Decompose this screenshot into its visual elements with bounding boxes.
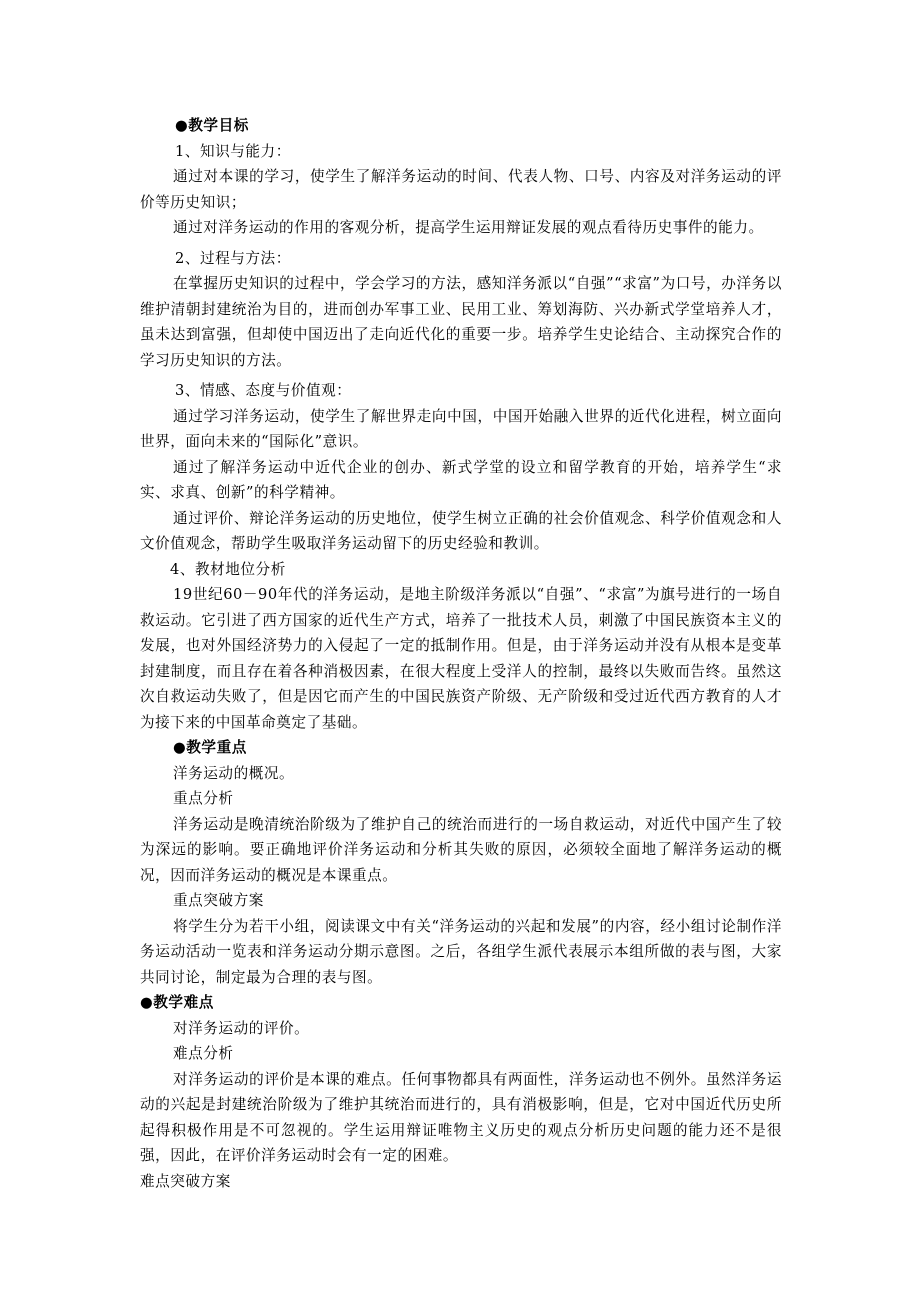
section-title-textbook-position: 4、教材地位分析 [170, 560, 286, 578]
paragraph: 通过评价、辩论洋务运动的历史地位，使学生树立正确的社会价值观念、科学价值观念和人文价值观念，帮助学生吸取洋务运动留下的历史经验和教训。 [140, 509, 782, 552]
section-title-process-method: 2、过程与方法： [175, 249, 291, 267]
paragraph: 通过对本课的学习，使学生了解洋务运动的时间、代表人物、口号、内容及对洋务运动的评价等历史知识； [140, 168, 782, 211]
paragraph: 在掌握历史知识的过程中，学会学习的方法，感知洋务派以“自强”“求富”为口号，办洋务以维护清朝封建统治为目的，进而创办军事工业、民用工业、筹划海防、兴办新式学堂培养人才，虽未达到富强，但却使中国迈出了走向近代化的重要一步。培养学生史论结合、主动探究合作的学习历史知识的方法。 [140, 275, 782, 369]
paragraph: 通过学习洋务运动，使学生了解世界走向中国，中国开始融入世界的近代化进程，树立面向世界，面向未来的“国际化”意识。 [140, 407, 782, 450]
subheading-difficult-plan: 难点突破方案 [140, 1172, 231, 1190]
paragraph: 通过了解洋务运动中近代企业的创办、新式学堂的设立和留学教育的开始，培养学生“求实、求真、创新”的科学精神。 [140, 458, 782, 501]
paragraph: 19世纪60－90年代的洋务运动，是地主阶级洋务派以“自强”、“求富”为旗号进行的一场自救运动。它引进了西方国家的近代生产方式，培养了一批技术人员，刺激了中国民族资本主义的发展，也对外国经济势力的入侵起了一定的抵制作用。但是，由于洋务运动并没有从根本是变革封建制度，而且存在着各种消极因素，在很大程度上受洋人的控制，最终以失败而告终。虽然这次自救运动失败了，但是因它而产生的中国民族资产阶级、无产阶级和受过近代西方教育的人才为接下来的中国革命奠定了基础。 [140, 586, 782, 731]
section-title-knowledge-ability: 1、知识与能力： [175, 142, 291, 160]
subheading-difficult-analysis: 难点分析 [173, 1045, 234, 1062]
subheading-key-plan: 重点突破方案 [173, 892, 264, 909]
heading-teaching-objectives: ●教学目标 [175, 117, 249, 134]
paragraph: 对洋务运动的评价。 [173, 1019, 310, 1037]
paragraph: 将学生分为若干小组，阅读课文中有关“洋务运动的兴起和发展”的内容，经小组讨论制作洋务运动活动一览表和洋务运动分期示意图。之后，各组学生派代表展示本组所做的表与图，大家共同讨论，制定最为合理的表与图。 [140, 917, 782, 986]
paragraph: 洋务运动的概况。 [173, 764, 295, 782]
subheading-key-analysis: 重点分析 [173, 790, 234, 807]
document-body [140, 113, 782, 1194]
paragraph: 对洋务运动的评价是本课的难点。任何事物都具有两面性，洋务运动也不例外。虽然洋务运动的兴起是封建统治阶级为了维护其统治而进行的，具有消极影响，但是，它对中国近代历史所起得积极作用是不可忽视的。学生运用辩证唯物主义历史的观点分析历史问题的能力还不是很强，因此，在评价洋务运动时会有一定的困难。 [140, 1070, 782, 1164]
paragraph: 洋务运动是晚清统治阶级为了维护自己的统治而进行的一场自救运动，对近代中国产生了较为深远的影响。要正确地评价洋务运动和分析其失败的原因，必须较全面地了解洋务运动的概况，因而洋务运动的概况是本课重点。 [140, 815, 782, 884]
section-title-emotion-values: 3、情感、态度与价值观： [175, 382, 352, 399]
paragraph: 通过对洋务运动的作用的客观分析，提高学生运用辩证发展的观点看待历史事件的能力。 [173, 219, 764, 236]
heading-difficult-points: ●教学难点 [140, 994, 214, 1011]
heading-key-points: ●教学重点 [173, 739, 247, 756]
